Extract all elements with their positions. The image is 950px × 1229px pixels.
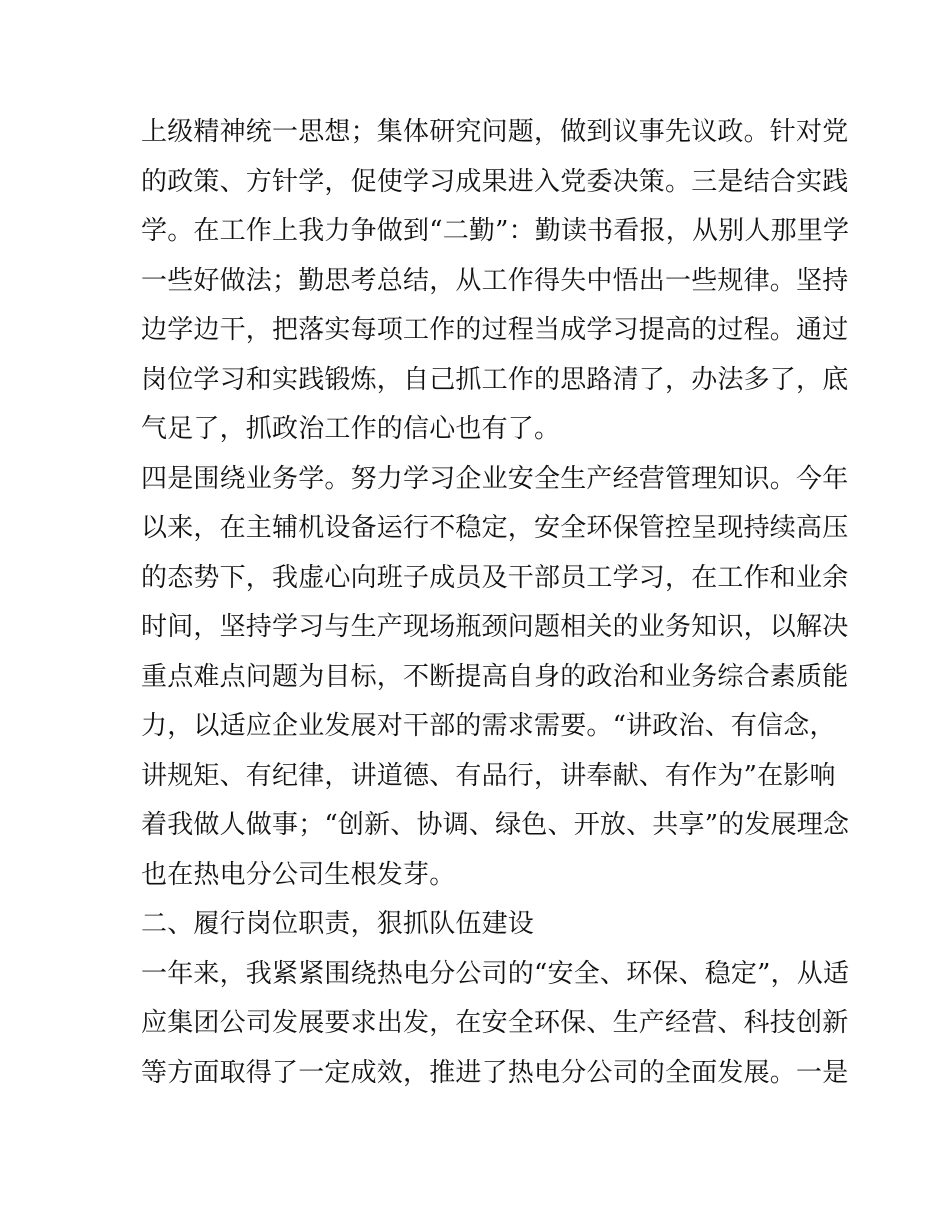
paragraph-start-line: 四是围绕业务学。努力学习企业安全生产经营管理知识。今年 [141,463,849,494]
text-line: 一些好做法；勤思考总结，从工作得失中悟出一些规律。坚持 [141,265,849,296]
text-line: 讲规矩、有纪律，讲道德、有品行，讲奉献、有作为”在影响 [141,760,836,791]
text-line: 的政策、方针学，促使学习成果进入党委决策。三是结合实践 [141,166,849,197]
text-line: 岗位学习和实践锻炼，自己抓工作的思路清了，办法多了，底 [141,364,849,395]
text-line: 重点难点问题为目标，不断提高自身的政治和业务综合素质能 [141,661,849,692]
text-line: 力，以适应企业发展对干部的需求需要。“讲政治、有信念， [141,711,836,741]
text-line: 时间，坚持学习与生产现场瓶颈问题相关的业务知识，以解决 [141,612,849,642]
text-line: 也在热电分公司生根发芽。 [141,859,456,890]
text-line: 着我做人做事；“创新、协调、绿色、开放、共享”的发展理念 [141,810,850,840]
body-text [141,108,850,1098]
text-line: 边学边干，把落实每项工作的过程当成学习提高的过程。通过 [141,315,849,345]
section-heading: 二、履行岗位职责，狠抓队伍建设 [141,909,535,939]
paragraph-start-line: 一年来，我紧紧围绕热电分公司的“安全、环保、稳定”，从适 [141,958,850,989]
text-line: 上级精神统一思想；集体研究问题，做到议事先议政。针对党 [141,117,849,147]
text-line: 的态势下，我虚心向班子成员及干部员工学习，在工作和业余 [141,562,849,593]
text-line: 等方面取得了一定成效，推进了热电分公司的全面发展。一是 [141,1057,849,1088]
text-line: 以来，在主辅机设备运行不稳定，安全环保管控呈现持续高压 [141,513,849,543]
text-line: 学。在工作上我力争做到“二勤”：勤读书看报，从别人那里学 [141,216,850,246]
text-line: 应集团公司发展要求出发，在安全环保、生产经营、科技创新 [141,1008,849,1038]
text-line: 气足了，抓政治工作的信心也有了。 [141,414,561,444]
